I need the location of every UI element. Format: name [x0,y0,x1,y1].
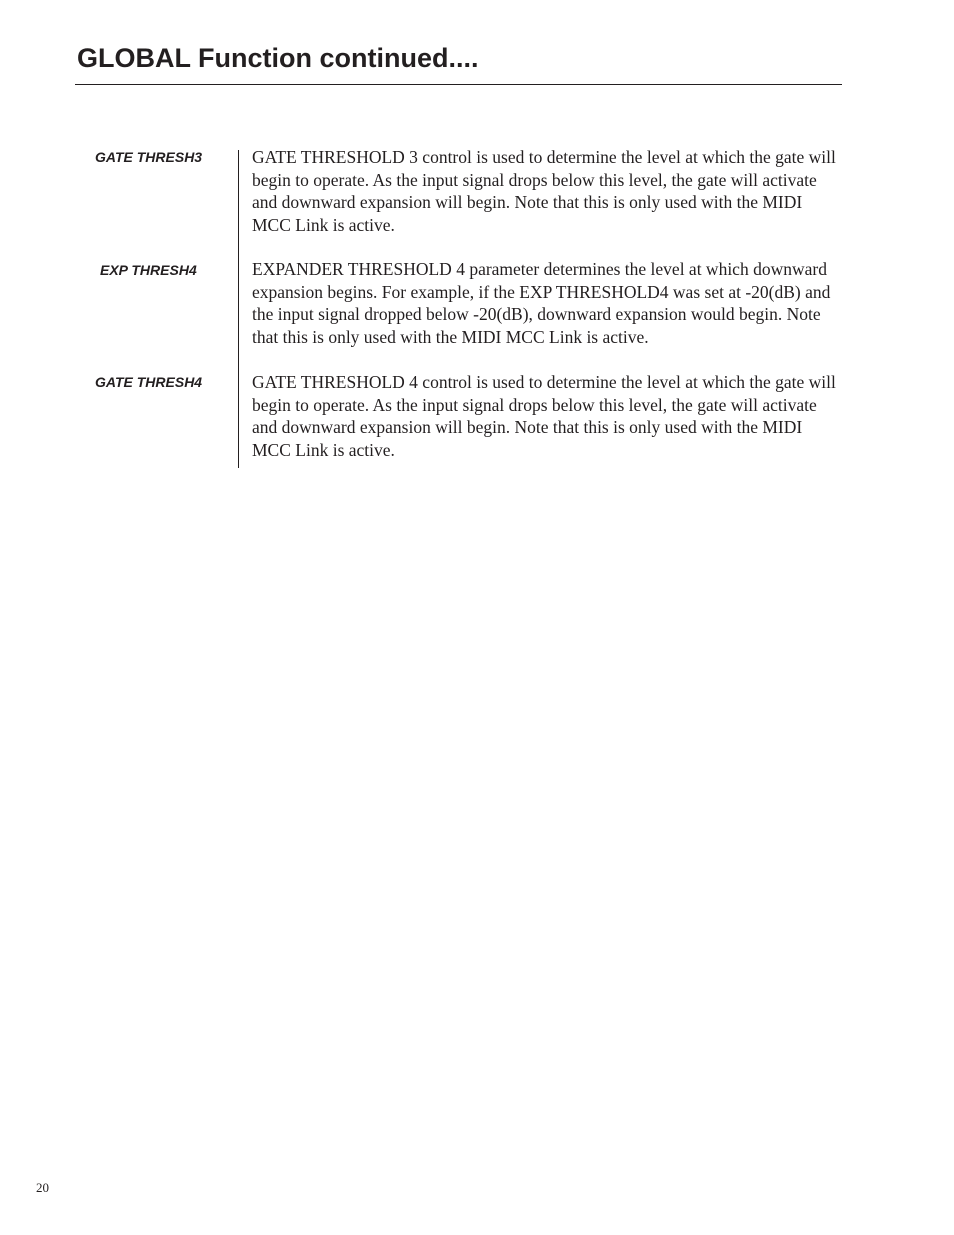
title-divider [75,84,842,85]
param-description-exp-thresh4 [252,258,892,348]
description-line: MCC Link is active. [252,214,395,235]
page-number: 20 [36,1180,49,1195]
param-description-gate-thresh4 [252,371,892,461]
param-label-exp-thresh4: EXP THRESH4 [100,262,197,278]
description-line: begin to operate. As the input signal drops below this level, the gate will activate [252,394,817,415]
description-line: GATE THRESHOLD 4 control is used to determine the level at which the gate will [252,372,836,392]
page-title: GLOBAL Function continued.... [77,43,479,73]
param-label-gate-thresh3: GATE THRESH3 [95,149,203,165]
description-line: MCC Link is active. [252,439,395,460]
column-divider [238,150,239,468]
param-label-gate-thresh4: GATE THRESH4 [95,374,203,390]
description-line: EXPANDER THRESHOLD 4 parameter determines the level at which downward [252,259,827,279]
description-line: GATE THRESHOLD 3 control is used to determine the level at which the gate will [252,147,836,167]
description-line: the input signal dropped below -20(dB), downward expansion would begin. Note [252,304,821,324]
description-line: and downward expansion will begin. Note that this is only used with the MIDI [252,192,803,212]
description-line: and downward expansion will begin. Note that this is only used with the MIDI [252,417,803,437]
description-line: that this is only used with the MIDI MCC Link is active. [252,326,649,347]
param-description-gate-thresh3 [252,146,892,236]
description-line: begin to operate. As the input signal drops below this level, the gate will activate [252,169,817,190]
description-line: expansion begins. For example, if the EXP THRESHOLD4 was set at -20(dB) and [252,281,831,302]
